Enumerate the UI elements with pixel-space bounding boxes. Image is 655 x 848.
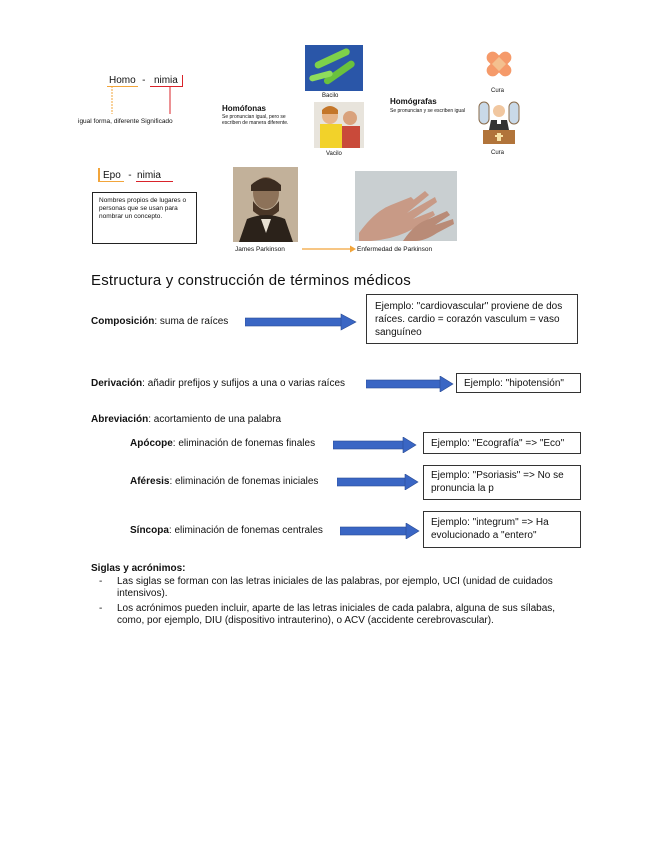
enfermedad-label: Enfermedad de Parkinson	[357, 246, 433, 253]
homonimia-part2: nimia	[150, 75, 183, 87]
sincopa-example: Ejemplo: "integrum" => Ha evolucionado a "entero"	[431, 517, 549, 541]
derivacion-example-box	[456, 373, 581, 393]
parkinson-arrow	[300, 244, 358, 254]
composicion-term: Composición	[91, 316, 155, 327]
priest-icon	[477, 98, 521, 146]
section-title: Estructura y construcción de términos médicos	[91, 272, 411, 289]
derivacion-term: Derivación	[91, 378, 143, 389]
composicion-example-box	[366, 294, 578, 344]
sincopa-term: Síncopa	[130, 525, 169, 536]
derivacion-row	[91, 378, 345, 389]
homonimia-connector	[100, 84, 190, 118]
sincopa-def: : eliminación de fonemas centrales	[168, 525, 323, 536]
composicion-example: Ejemplo: "cardiovascular" proviene de dos raíces. cardio = corazón vasculum = vaso sanguíneo	[375, 301, 563, 338]
composicion-row	[91, 316, 228, 327]
aferesis-arrow	[337, 474, 419, 490]
vacilo-label: Vacilo	[326, 151, 342, 157]
homonimia-part1: Homo	[109, 75, 136, 86]
apocope-row	[130, 438, 315, 449]
james-parkinson-photo	[233, 167, 298, 242]
vacilo-image	[314, 102, 364, 148]
homofonas-title: Homófonas	[222, 104, 266, 113]
siglas-list	[91, 576, 561, 630]
list-item: - Los acrónimos pueden incluir, aparte de las letras iniciales de cada palabra, alguna de sus sílabas, como, por ejemplo, DIU (dispositivo intrauterino), o ACV (accidente cerebrovascular).	[91, 603, 561, 627]
bandage-icon	[481, 46, 517, 82]
aferesis-def: : eliminación de fonemas iniciales	[169, 476, 319, 487]
composicion-def: : suma de raíces	[154, 316, 229, 327]
composicion-arrow	[245, 313, 357, 331]
siglas-title: Siglas y acrónimos:	[91, 563, 186, 574]
sincopa-arrow	[340, 523, 420, 539]
eponimia-term	[100, 165, 173, 183]
aferesis-example: Ejemplo: "Psoriasis" => No se pronuncia la p	[431, 470, 564, 494]
bacilo-label: Bacilo	[322, 93, 339, 99]
abreviacion-row	[91, 414, 281, 425]
aferesis-example-box	[423, 465, 581, 500]
cura1-label: Cura	[491, 88, 505, 94]
derivacion-def: : añadir prefijos y sufijos a una o varias raíces	[142, 378, 346, 389]
homografas-title: Homógrafas	[390, 97, 437, 106]
eponimia-desc: Nombres propios de lugares o personas que se usan para nombrar un concepto.	[99, 197, 187, 220]
eponimia-part2: nimia	[136, 170, 173, 182]
abreviacion-def: : acortamiento de una palabra	[148, 414, 282, 425]
sincopa-example-box	[423, 511, 581, 548]
homofonas-desc: Se pronuncian igual, pero se escriben de manera diferente.	[222, 114, 289, 126]
apocope-def: : eliminación de fonemas finales	[172, 438, 316, 449]
eponimia-part1: Epo	[100, 170, 124, 182]
aferesis-term: Aféresis	[130, 476, 170, 487]
homonimia-sep: -	[142, 75, 146, 86]
abreviacion-term: Abreviación	[91, 414, 149, 425]
list-item: - Las siglas se forman con las letras iniciales de las palabras, por ejemplo, UCI (unidad de cuidados intensivos).	[91, 576, 561, 600]
apocope-arrow	[333, 437, 417, 453]
bacilo-image	[305, 45, 363, 91]
apocope-term: Apócope	[130, 438, 173, 449]
homografas-desc: Se pronuncian y se escriben igual	[390, 108, 466, 114]
derivacion-example: Ejemplo: "hipotensión"	[464, 378, 564, 389]
homonimia-caption: igual forma, diferente Significado	[78, 118, 173, 125]
sincopa-row	[130, 525, 323, 536]
apocope-example-box	[423, 432, 581, 454]
cura2-label: Cura	[491, 150, 505, 156]
parkinson-label: James Parkinson	[235, 246, 285, 253]
eponimia-sep: -	[128, 170, 132, 181]
aferesis-row	[130, 476, 318, 487]
derivacion-arrow	[366, 376, 454, 392]
parkinson-hands-photo	[355, 171, 457, 241]
eponimia-desc-box	[92, 192, 197, 244]
eponimia-bracket	[98, 168, 100, 182]
apocope-example: Ejemplo: "Ecografía" => "Eco"	[431, 438, 565, 449]
